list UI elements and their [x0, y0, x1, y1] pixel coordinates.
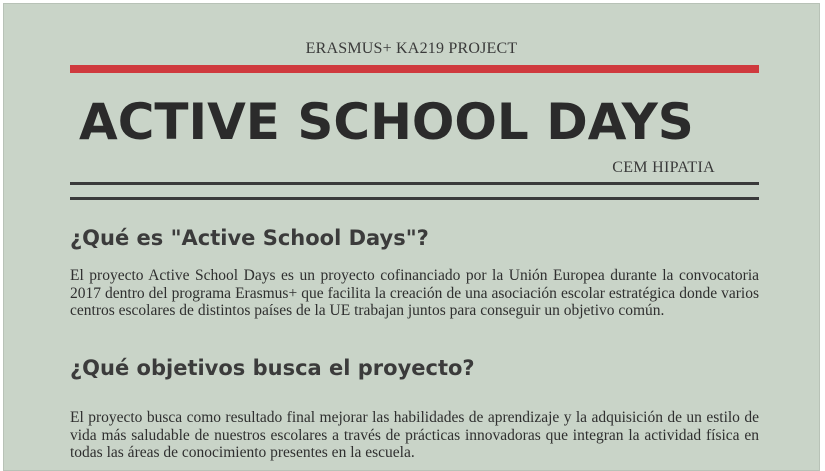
section-body-objectives: El proyecto busca como resultado final mejorar las habilidades de aprendizaje y la adquisición de un estilo de vida más saludable de nuestros escolares a través de prácticas innovadoras que integran la actividad física en todas las áreas de conocimiento presentes en la escuela.: [70, 409, 759, 461]
school-name: CEM HIPATIA: [612, 159, 715, 176]
project-label: ERASMUS+ KA219 PROJECT: [305, 40, 518, 57]
red-divider: [70, 65, 759, 73]
divider-top: [70, 182, 759, 185]
section-heading-what-is: ¿Qué es "Active School Days"?: [70, 226, 429, 250]
document-page: [3, 3, 820, 471]
section-heading-objectives: ¿Qué objetivos busca el proyecto?: [70, 356, 475, 380]
page-title: ACTIVE SCHOOL DAYS: [79, 93, 694, 151]
section-body-what-is: El proyecto Active School Days es un proyecto cofinanciado por la Unión Europea durante la convocatoria 2017 dentro del programa Erasmus+ que facilita la creación de una asociación escolar estratégica donde varios centros escolares de distintos países de la UE trabajan juntos para conseguir un objetivo común.: [70, 267, 759, 319]
divider-bottom: [70, 197, 759, 200]
